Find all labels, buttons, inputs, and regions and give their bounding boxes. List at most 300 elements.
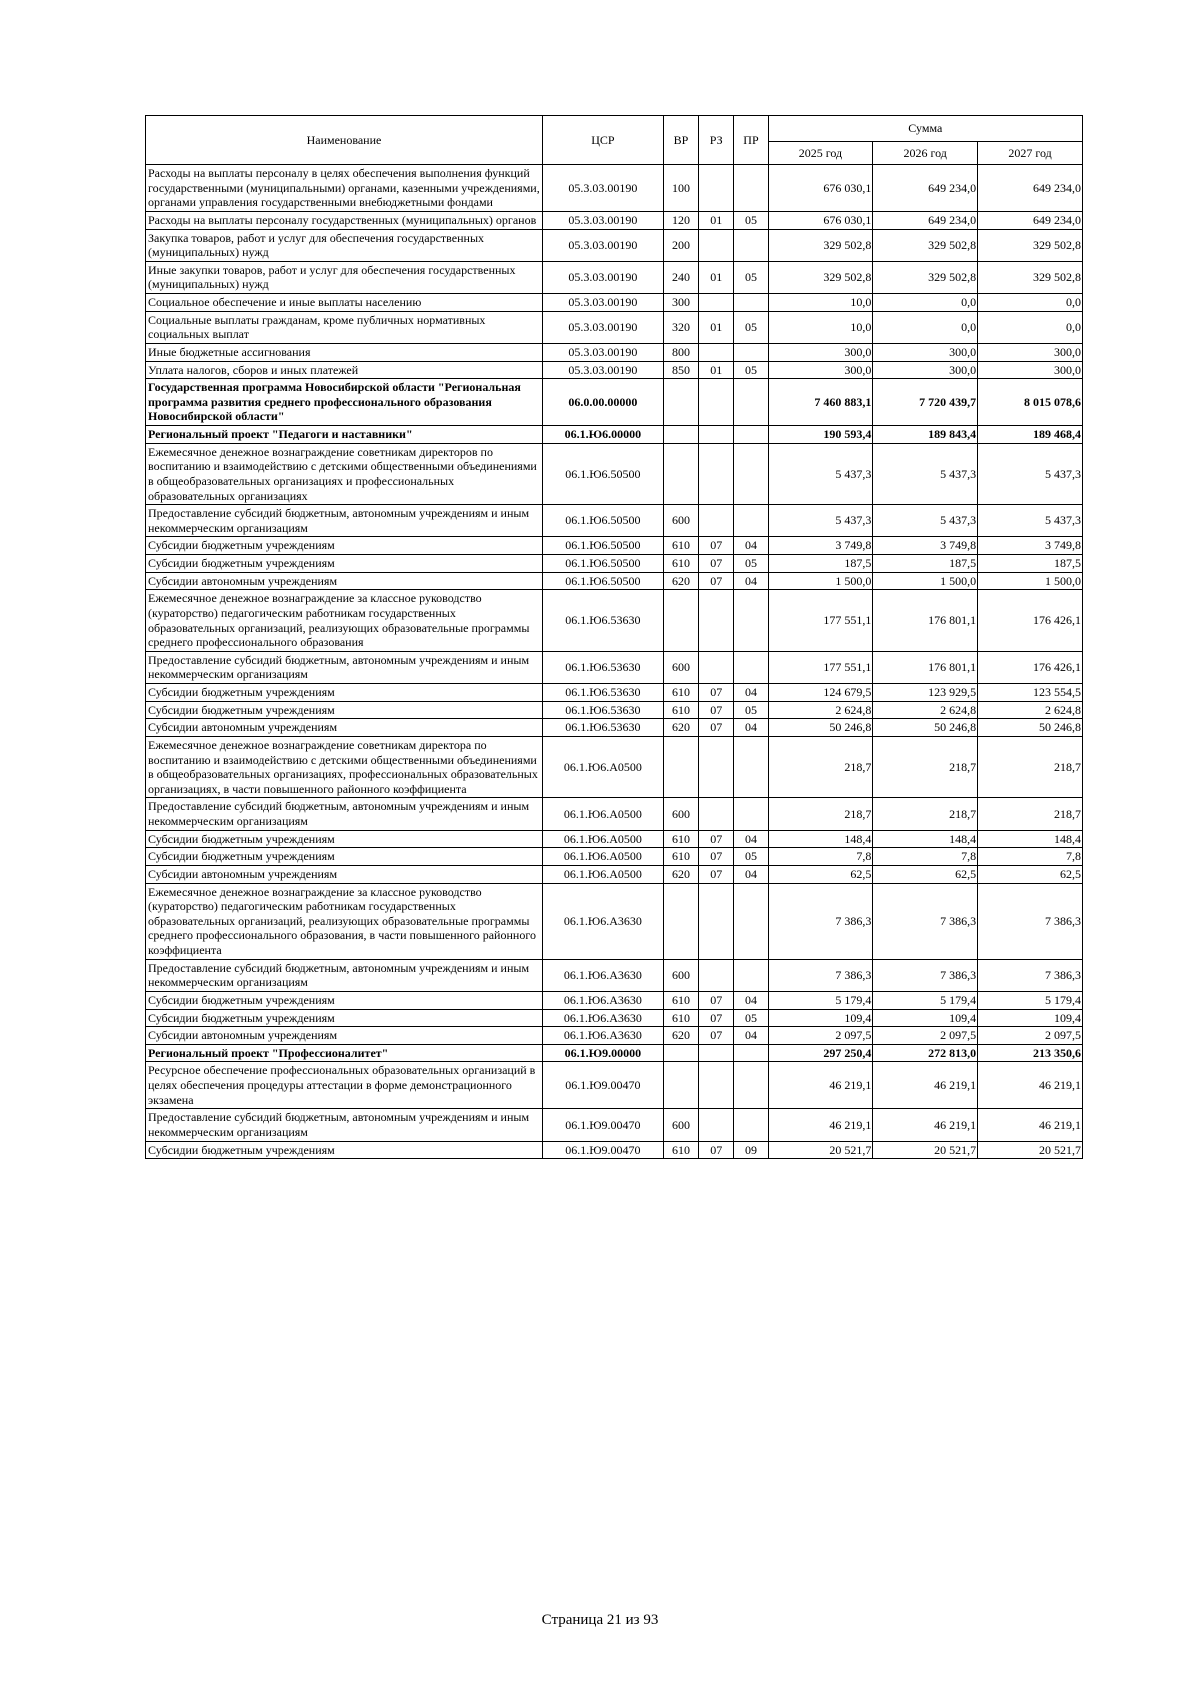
row-sum-2026: 3 749,8 [873, 537, 978, 555]
row-pr [734, 1044, 768, 1062]
row-rz [699, 736, 734, 798]
header-sum: Сумма [768, 116, 1082, 142]
row-name: Субсидии бюджетным учреждениям [146, 1009, 543, 1027]
row-vr: 610 [663, 1009, 698, 1027]
row-vr: 600 [663, 959, 698, 991]
row-pr [734, 798, 768, 830]
row-name: Субсидии автономным учреждениям [146, 865, 543, 883]
header-year-2026: 2026 год [873, 142, 978, 165]
row-vr: 600 [663, 1109, 698, 1141]
row-csr: 05.3.03.00190 [542, 361, 663, 379]
row-sum-2027: 329 502,8 [978, 229, 1083, 261]
row-sum-2026: 7,8 [873, 848, 978, 866]
row-sum-2027: 329 502,8 [978, 261, 1083, 293]
table-row [146, 311, 1083, 343]
row-csr: 06.1.Ю6.50500 [542, 555, 663, 573]
header-csr: ЦСР [542, 116, 663, 165]
row-sum-2025: 7 386,3 [768, 959, 873, 991]
row-name: Иные бюджетные ассигнования [146, 343, 543, 361]
row-sum-2026: 7 386,3 [873, 883, 978, 959]
row-sum-2027: 176 426,1 [978, 651, 1083, 683]
row-sum-2025: 187,5 [768, 555, 873, 573]
row-csr: 06.1.Ю6.А0500 [542, 798, 663, 830]
row-vr: 610 [663, 830, 698, 848]
row-sum-2025: 2 097,5 [768, 1027, 873, 1045]
row-sum-2025: 5 437,3 [768, 443, 873, 505]
row-name: Ежемесячное денежное вознаграждение советникам директора по воспитанию и взаимодействию с детскими общественными объединениями в общеобразовательных организациях, профессиональных образовательных организациях, в части повышенного районного коэффициента [146, 736, 543, 798]
row-sum-2025: 190 593,4 [768, 426, 873, 444]
row-name: Закупка товаров, работ и услуг для обеспечения государственных (муниципальных) нужд [146, 229, 543, 261]
row-sum-2026: 109,4 [873, 1009, 978, 1027]
table-row [146, 719, 1083, 737]
row-sum-2027: 187,5 [978, 555, 1083, 573]
row-sum-2027: 3 749,8 [978, 537, 1083, 555]
row-rz [699, 165, 734, 212]
row-vr: 610 [663, 848, 698, 866]
table-row [146, 361, 1083, 379]
row-name: Предоставление субсидий бюджетным, автономным учреждениям и иным некоммерческим организациям [146, 505, 543, 537]
row-csr: 06.1.Ю6.А3630 [542, 883, 663, 959]
table-body [146, 165, 1083, 1159]
row-csr: 06.1.Ю6.50500 [542, 505, 663, 537]
row-sum-2027: 2 624,8 [978, 701, 1083, 719]
row-pr: 04 [734, 991, 768, 1009]
row-rz: 07 [699, 701, 734, 719]
row-csr: 05.3.03.00190 [542, 261, 663, 293]
row-pr [734, 1062, 768, 1109]
row-rz: 07 [699, 848, 734, 866]
row-vr: 600 [663, 505, 698, 537]
table-row [146, 1044, 1083, 1062]
row-name: Субсидии бюджетным учреждениям [146, 684, 543, 702]
row-sum-2025: 218,7 [768, 798, 873, 830]
row-csr: 06.1.Ю6.50500 [542, 443, 663, 505]
row-sum-2027: 1 500,0 [978, 572, 1083, 590]
row-sum-2027: 189 468,4 [978, 426, 1083, 444]
row-rz [699, 229, 734, 261]
row-sum-2025: 109,4 [768, 1009, 873, 1027]
row-pr [734, 229, 768, 261]
row-pr: 04 [734, 719, 768, 737]
row-pr: 05 [734, 361, 768, 379]
row-csr: 05.3.03.00190 [542, 311, 663, 343]
row-vr [663, 883, 698, 959]
row-csr: 06.1.Ю6.00000 [542, 426, 663, 444]
row-sum-2025: 5 437,3 [768, 505, 873, 537]
row-sum-2025: 5 179,4 [768, 991, 873, 1009]
row-sum-2027: 213 350,6 [978, 1044, 1083, 1062]
row-csr: 06.1.Ю6.А0500 [542, 865, 663, 883]
row-vr: 620 [663, 719, 698, 737]
row-rz: 07 [699, 1027, 734, 1045]
table-row [146, 261, 1083, 293]
row-sum-2026: 2 097,5 [873, 1027, 978, 1045]
table-row [146, 505, 1083, 537]
row-sum-2025: 177 551,1 [768, 651, 873, 683]
row-sum-2026: 187,5 [873, 555, 978, 573]
row-rz: 07 [699, 719, 734, 737]
row-name: Субсидии бюджетным учреждениям [146, 991, 543, 1009]
row-csr: 06.1.Ю6.А0500 [542, 848, 663, 866]
row-vr: 620 [663, 572, 698, 590]
row-csr: 06.0.00.00000 [542, 379, 663, 426]
row-vr: 800 [663, 343, 698, 361]
row-csr: 06.1.Ю9.00470 [542, 1141, 663, 1159]
table-row [146, 1027, 1083, 1045]
row-rz: 07 [699, 684, 734, 702]
table-row [146, 1109, 1083, 1141]
row-sum-2026: 0,0 [873, 311, 978, 343]
row-pr [734, 379, 768, 426]
table-row [146, 798, 1083, 830]
row-sum-2025: 10,0 [768, 311, 873, 343]
row-vr [663, 379, 698, 426]
row-rz: 07 [699, 537, 734, 555]
row-name: Субсидии бюджетным учреждениям [146, 830, 543, 848]
row-vr: 240 [663, 261, 698, 293]
row-rz [699, 443, 734, 505]
table-row [146, 736, 1083, 798]
row-rz [699, 294, 734, 312]
row-sum-2025: 329 502,8 [768, 229, 873, 261]
row-csr: 06.1.Ю6.А3630 [542, 1009, 663, 1027]
row-vr [663, 426, 698, 444]
row-rz [699, 1062, 734, 1109]
row-sum-2026: 1 500,0 [873, 572, 978, 590]
row-vr: 610 [663, 1141, 698, 1159]
row-pr: 05 [734, 1009, 768, 1027]
row-sum-2026: 649 234,0 [873, 165, 978, 212]
row-pr: 04 [734, 830, 768, 848]
row-vr [663, 1044, 698, 1062]
row-csr: 06.1.Ю9.00470 [542, 1062, 663, 1109]
row-rz: 01 [699, 211, 734, 229]
header-pr: ПР [734, 116, 768, 165]
row-pr [734, 343, 768, 361]
row-rz: 07 [699, 572, 734, 590]
row-pr [734, 590, 768, 652]
row-sum-2026: 7 720 439,7 [873, 379, 978, 426]
row-rz [699, 426, 734, 444]
row-csr: 06.1.Ю6.А0500 [542, 830, 663, 848]
row-sum-2026: 0,0 [873, 294, 978, 312]
row-csr: 06.1.Ю6.53630 [542, 651, 663, 683]
row-sum-2027: 50 246,8 [978, 719, 1083, 737]
row-pr [734, 443, 768, 505]
row-sum-2025: 218,7 [768, 736, 873, 798]
row-rz: 07 [699, 830, 734, 848]
row-csr: 05.3.03.00190 [542, 211, 663, 229]
row-name: Предоставление субсидий бюджетным, автономным учреждениям и иным некоммерческим организациям [146, 959, 543, 991]
row-vr: 850 [663, 361, 698, 379]
header-rz: РЗ [699, 116, 734, 165]
table-row [146, 701, 1083, 719]
row-csr: 06.1.Ю9.00470 [542, 1109, 663, 1141]
row-csr: 06.1.Ю6.А3630 [542, 959, 663, 991]
row-sum-2026: 176 801,1 [873, 651, 978, 683]
row-name: Региональный проект "Профессионалитет" [146, 1044, 543, 1062]
row-rz [699, 505, 734, 537]
row-sum-2027: 109,4 [978, 1009, 1083, 1027]
row-sum-2026: 300,0 [873, 361, 978, 379]
row-name: Социальное обеспечение и иные выплаты населению [146, 294, 543, 312]
row-rz [699, 798, 734, 830]
row-vr: 600 [663, 651, 698, 683]
row-pr [734, 294, 768, 312]
row-pr [734, 426, 768, 444]
row-name: Расходы на выплаты персоналу в целях обеспечения выполнения функций государственными (муниципальными) органами, казенными учреждениями, органами управления государственными внебюджетными фондами [146, 165, 543, 212]
row-sum-2027: 0,0 [978, 294, 1083, 312]
row-csr: 06.1.Ю6.53630 [542, 701, 663, 719]
row-sum-2025: 297 250,4 [768, 1044, 873, 1062]
row-sum-2027: 300,0 [978, 343, 1083, 361]
row-name: Ежемесячное денежное вознаграждение за классное руководство (кураторство) педагогическим работникам государственных образовательных организаций, реализующих образовательные программы среднего профессионального образования, в части повышенного районного коэффициента [146, 883, 543, 959]
row-rz [699, 1109, 734, 1141]
row-pr: 05 [734, 555, 768, 573]
row-pr: 05 [734, 848, 768, 866]
row-pr [734, 883, 768, 959]
row-pr: 04 [734, 1027, 768, 1045]
row-csr: 06.1.Ю6.А3630 [542, 1027, 663, 1045]
row-vr: 610 [663, 701, 698, 719]
row-csr: 05.3.03.00190 [542, 343, 663, 361]
row-rz [699, 883, 734, 959]
row-sum-2025: 2 624,8 [768, 701, 873, 719]
row-sum-2027: 176 426,1 [978, 590, 1083, 652]
row-name: Предоставление субсидий бюджетным, автономным учреждениям и иным некоммерческим организациям [146, 798, 543, 830]
row-name: Социальные выплаты гражданам, кроме публичных нормативных социальных выплат [146, 311, 543, 343]
row-name: Иные закупки товаров, работ и услуг для обеспечения государственных (муниципальных) нужд [146, 261, 543, 293]
row-sum-2026: 123 929,5 [873, 684, 978, 702]
page-number: Страница 21 из 93 [541, 1612, 659, 1628]
budget-table [145, 115, 1083, 1159]
row-sum-2025: 62,5 [768, 865, 873, 883]
row-sum-2025: 20 521,7 [768, 1141, 873, 1159]
row-sum-2025: 177 551,1 [768, 590, 873, 652]
row-sum-2026: 329 502,8 [873, 229, 978, 261]
row-pr [734, 651, 768, 683]
table-row [146, 379, 1083, 426]
row-sum-2027: 8 015 078,6 [978, 379, 1083, 426]
row-sum-2027: 649 234,0 [978, 165, 1083, 212]
row-rz [699, 379, 734, 426]
row-csr: 06.1.Ю6.53630 [542, 719, 663, 737]
header-year-2025: 2025 год [768, 142, 873, 165]
row-name: Предоставление субсидий бюджетным, автономным учреждениям и иным некоммерческим организациям [146, 651, 543, 683]
row-name: Уплата налогов, сборов и иных платежей [146, 361, 543, 379]
row-rz: 07 [699, 1141, 734, 1159]
row-csr: 06.1.Ю9.00000 [542, 1044, 663, 1062]
row-csr: 06.1.Ю6.50500 [542, 572, 663, 590]
row-name: Субсидии автономным учреждениям [146, 572, 543, 590]
row-csr: 06.1.Ю6.50500 [542, 537, 663, 555]
row-sum-2026: 5 437,3 [873, 443, 978, 505]
row-sum-2027: 123 554,5 [978, 684, 1083, 702]
row-rz [699, 1044, 734, 1062]
row-csr: 05.3.03.00190 [542, 229, 663, 261]
table-row [146, 684, 1083, 702]
row-pr [734, 165, 768, 212]
row-vr: 100 [663, 165, 698, 212]
table-row [146, 1009, 1083, 1027]
table-row [146, 555, 1083, 573]
row-name: Субсидии автономным учреждениям [146, 1027, 543, 1045]
row-vr [663, 590, 698, 652]
table-row [146, 848, 1083, 866]
row-vr: 200 [663, 229, 698, 261]
row-sum-2025: 300,0 [768, 361, 873, 379]
row-sum-2026: 46 219,1 [873, 1109, 978, 1141]
row-pr [734, 1109, 768, 1141]
table-row [146, 865, 1083, 883]
row-sum-2026: 272 813,0 [873, 1044, 978, 1062]
row-pr: 05 [734, 701, 768, 719]
row-vr: 610 [663, 555, 698, 573]
row-pr: 05 [734, 261, 768, 293]
row-sum-2025: 148,4 [768, 830, 873, 848]
row-sum-2027: 7,8 [978, 848, 1083, 866]
table-row [146, 426, 1083, 444]
row-vr: 620 [663, 1027, 698, 1045]
row-sum-2027: 0,0 [978, 311, 1083, 343]
row-csr: 06.1.Ю6.53630 [542, 684, 663, 702]
row-sum-2027: 7 386,3 [978, 959, 1083, 991]
row-sum-2026: 2 624,8 [873, 701, 978, 719]
row-rz: 01 [699, 261, 734, 293]
row-pr: 04 [734, 865, 768, 883]
row-sum-2025: 1 500,0 [768, 572, 873, 590]
row-sum-2025: 7 460 883,1 [768, 379, 873, 426]
table-row [146, 830, 1083, 848]
row-name: Предоставление субсидий бюджетным, автономным учреждениям и иным некоммерческим организациям [146, 1109, 543, 1141]
row-pr [734, 505, 768, 537]
row-rz [699, 590, 734, 652]
row-sum-2026: 5 437,3 [873, 505, 978, 537]
row-sum-2026: 300,0 [873, 343, 978, 361]
row-sum-2027: 62,5 [978, 865, 1083, 883]
row-name: Субсидии бюджетным учреждениям [146, 1141, 543, 1159]
row-csr: 05.3.03.00190 [542, 165, 663, 212]
row-sum-2025: 3 749,8 [768, 537, 873, 555]
row-name: Субсидии бюджетным учреждениям [146, 848, 543, 866]
table-row [146, 883, 1083, 959]
row-csr: 06.1.Ю6.А0500 [542, 736, 663, 798]
row-sum-2026: 50 246,8 [873, 719, 978, 737]
header-vr: ВР [663, 116, 698, 165]
row-sum-2025: 676 030,1 [768, 211, 873, 229]
row-rz: 07 [699, 865, 734, 883]
row-name: Субсидии бюджетным учреждениям [146, 701, 543, 719]
row-sum-2027: 218,7 [978, 736, 1083, 798]
row-rz [699, 343, 734, 361]
table-row [146, 537, 1083, 555]
table-row [146, 229, 1083, 261]
row-name: Ежемесячное денежное вознаграждение советникам директоров по воспитанию и взаимодействию с детскими общественными объединениями в общеобразовательных организациях и профессиональных образовательных организациях [146, 443, 543, 505]
table-row [146, 1062, 1083, 1109]
row-sum-2026: 5 179,4 [873, 991, 978, 1009]
row-vr: 600 [663, 798, 698, 830]
row-sum-2025: 10,0 [768, 294, 873, 312]
row-sum-2027: 5 437,3 [978, 505, 1083, 537]
row-pr: 04 [734, 684, 768, 702]
row-sum-2027: 46 219,1 [978, 1109, 1083, 1141]
row-name: Расходы на выплаты персоналу государственных (муниципальных) органов [146, 211, 543, 229]
row-sum-2025: 300,0 [768, 343, 873, 361]
row-name: Государственная программа Новосибирской области "Региональная программа развития среднего профессионального образования Новосибирской области" [146, 379, 543, 426]
row-sum-2026: 189 843,4 [873, 426, 978, 444]
table-row [146, 991, 1083, 1009]
table-header [146, 116, 1083, 165]
row-vr: 610 [663, 991, 698, 1009]
row-sum-2026: 649 234,0 [873, 211, 978, 229]
row-vr: 320 [663, 311, 698, 343]
row-vr: 120 [663, 211, 698, 229]
row-sum-2027: 300,0 [978, 361, 1083, 379]
row-sum-2027: 7 386,3 [978, 883, 1083, 959]
row-vr: 620 [663, 865, 698, 883]
row-pr: 04 [734, 572, 768, 590]
row-name: Ресурсное обеспечение профессиональных образовательных организаций в целях обеспечения процедуры аттестации в форме демонстрационного экзамена [146, 1062, 543, 1109]
table-row [146, 165, 1083, 212]
row-sum-2026: 20 521,7 [873, 1141, 978, 1159]
row-sum-2027: 218,7 [978, 798, 1083, 830]
row-sum-2025: 329 502,8 [768, 261, 873, 293]
row-vr: 610 [663, 684, 698, 702]
row-name: Ежемесячное денежное вознаграждение за классное руководство (кураторство) педагогическим работникам государственных образовательных организаций, реализующих образовательные программы среднего профессионального образования [146, 590, 543, 652]
row-rz [699, 959, 734, 991]
row-name: Субсидии бюджетным учреждениям [146, 537, 543, 555]
row-pr: 04 [734, 537, 768, 555]
row-sum-2026: 46 219,1 [873, 1062, 978, 1109]
row-sum-2026: 7 386,3 [873, 959, 978, 991]
row-sum-2025: 124 679,5 [768, 684, 873, 702]
table-row [146, 590, 1083, 652]
row-sum-2025: 7 386,3 [768, 883, 873, 959]
row-sum-2027: 2 097,5 [978, 1027, 1083, 1045]
row-vr [663, 1062, 698, 1109]
row-pr: 09 [734, 1141, 768, 1159]
table-row [146, 211, 1083, 229]
row-pr: 05 [734, 311, 768, 343]
row-vr: 610 [663, 537, 698, 555]
row-sum-2026: 218,7 [873, 736, 978, 798]
row-rz: 07 [699, 991, 734, 1009]
row-rz: 07 [699, 1009, 734, 1027]
row-sum-2025: 46 219,1 [768, 1062, 873, 1109]
table-row [146, 443, 1083, 505]
row-sum-2027: 649 234,0 [978, 211, 1083, 229]
row-pr: 05 [734, 211, 768, 229]
table-row [146, 572, 1083, 590]
row-rz: 01 [699, 311, 734, 343]
row-name: Региональный проект "Педагоги и наставники" [146, 426, 543, 444]
row-sum-2026: 176 801,1 [873, 590, 978, 652]
row-rz: 01 [699, 361, 734, 379]
row-sum-2025: 46 219,1 [768, 1109, 873, 1141]
table-row [146, 1141, 1083, 1159]
row-csr: 06.1.Ю6.А3630 [542, 991, 663, 1009]
row-sum-2027: 20 521,7 [978, 1141, 1083, 1159]
row-sum-2027: 5 179,4 [978, 991, 1083, 1009]
row-sum-2026: 148,4 [873, 830, 978, 848]
row-sum-2025: 676 030,1 [768, 165, 873, 212]
row-name: Субсидии бюджетным учреждениям [146, 555, 543, 573]
row-csr: 05.3.03.00190 [542, 294, 663, 312]
table-row [146, 651, 1083, 683]
row-sum-2027: 148,4 [978, 830, 1083, 848]
row-csr: 06.1.Ю6.53630 [542, 590, 663, 652]
row-sum-2026: 218,7 [873, 798, 978, 830]
